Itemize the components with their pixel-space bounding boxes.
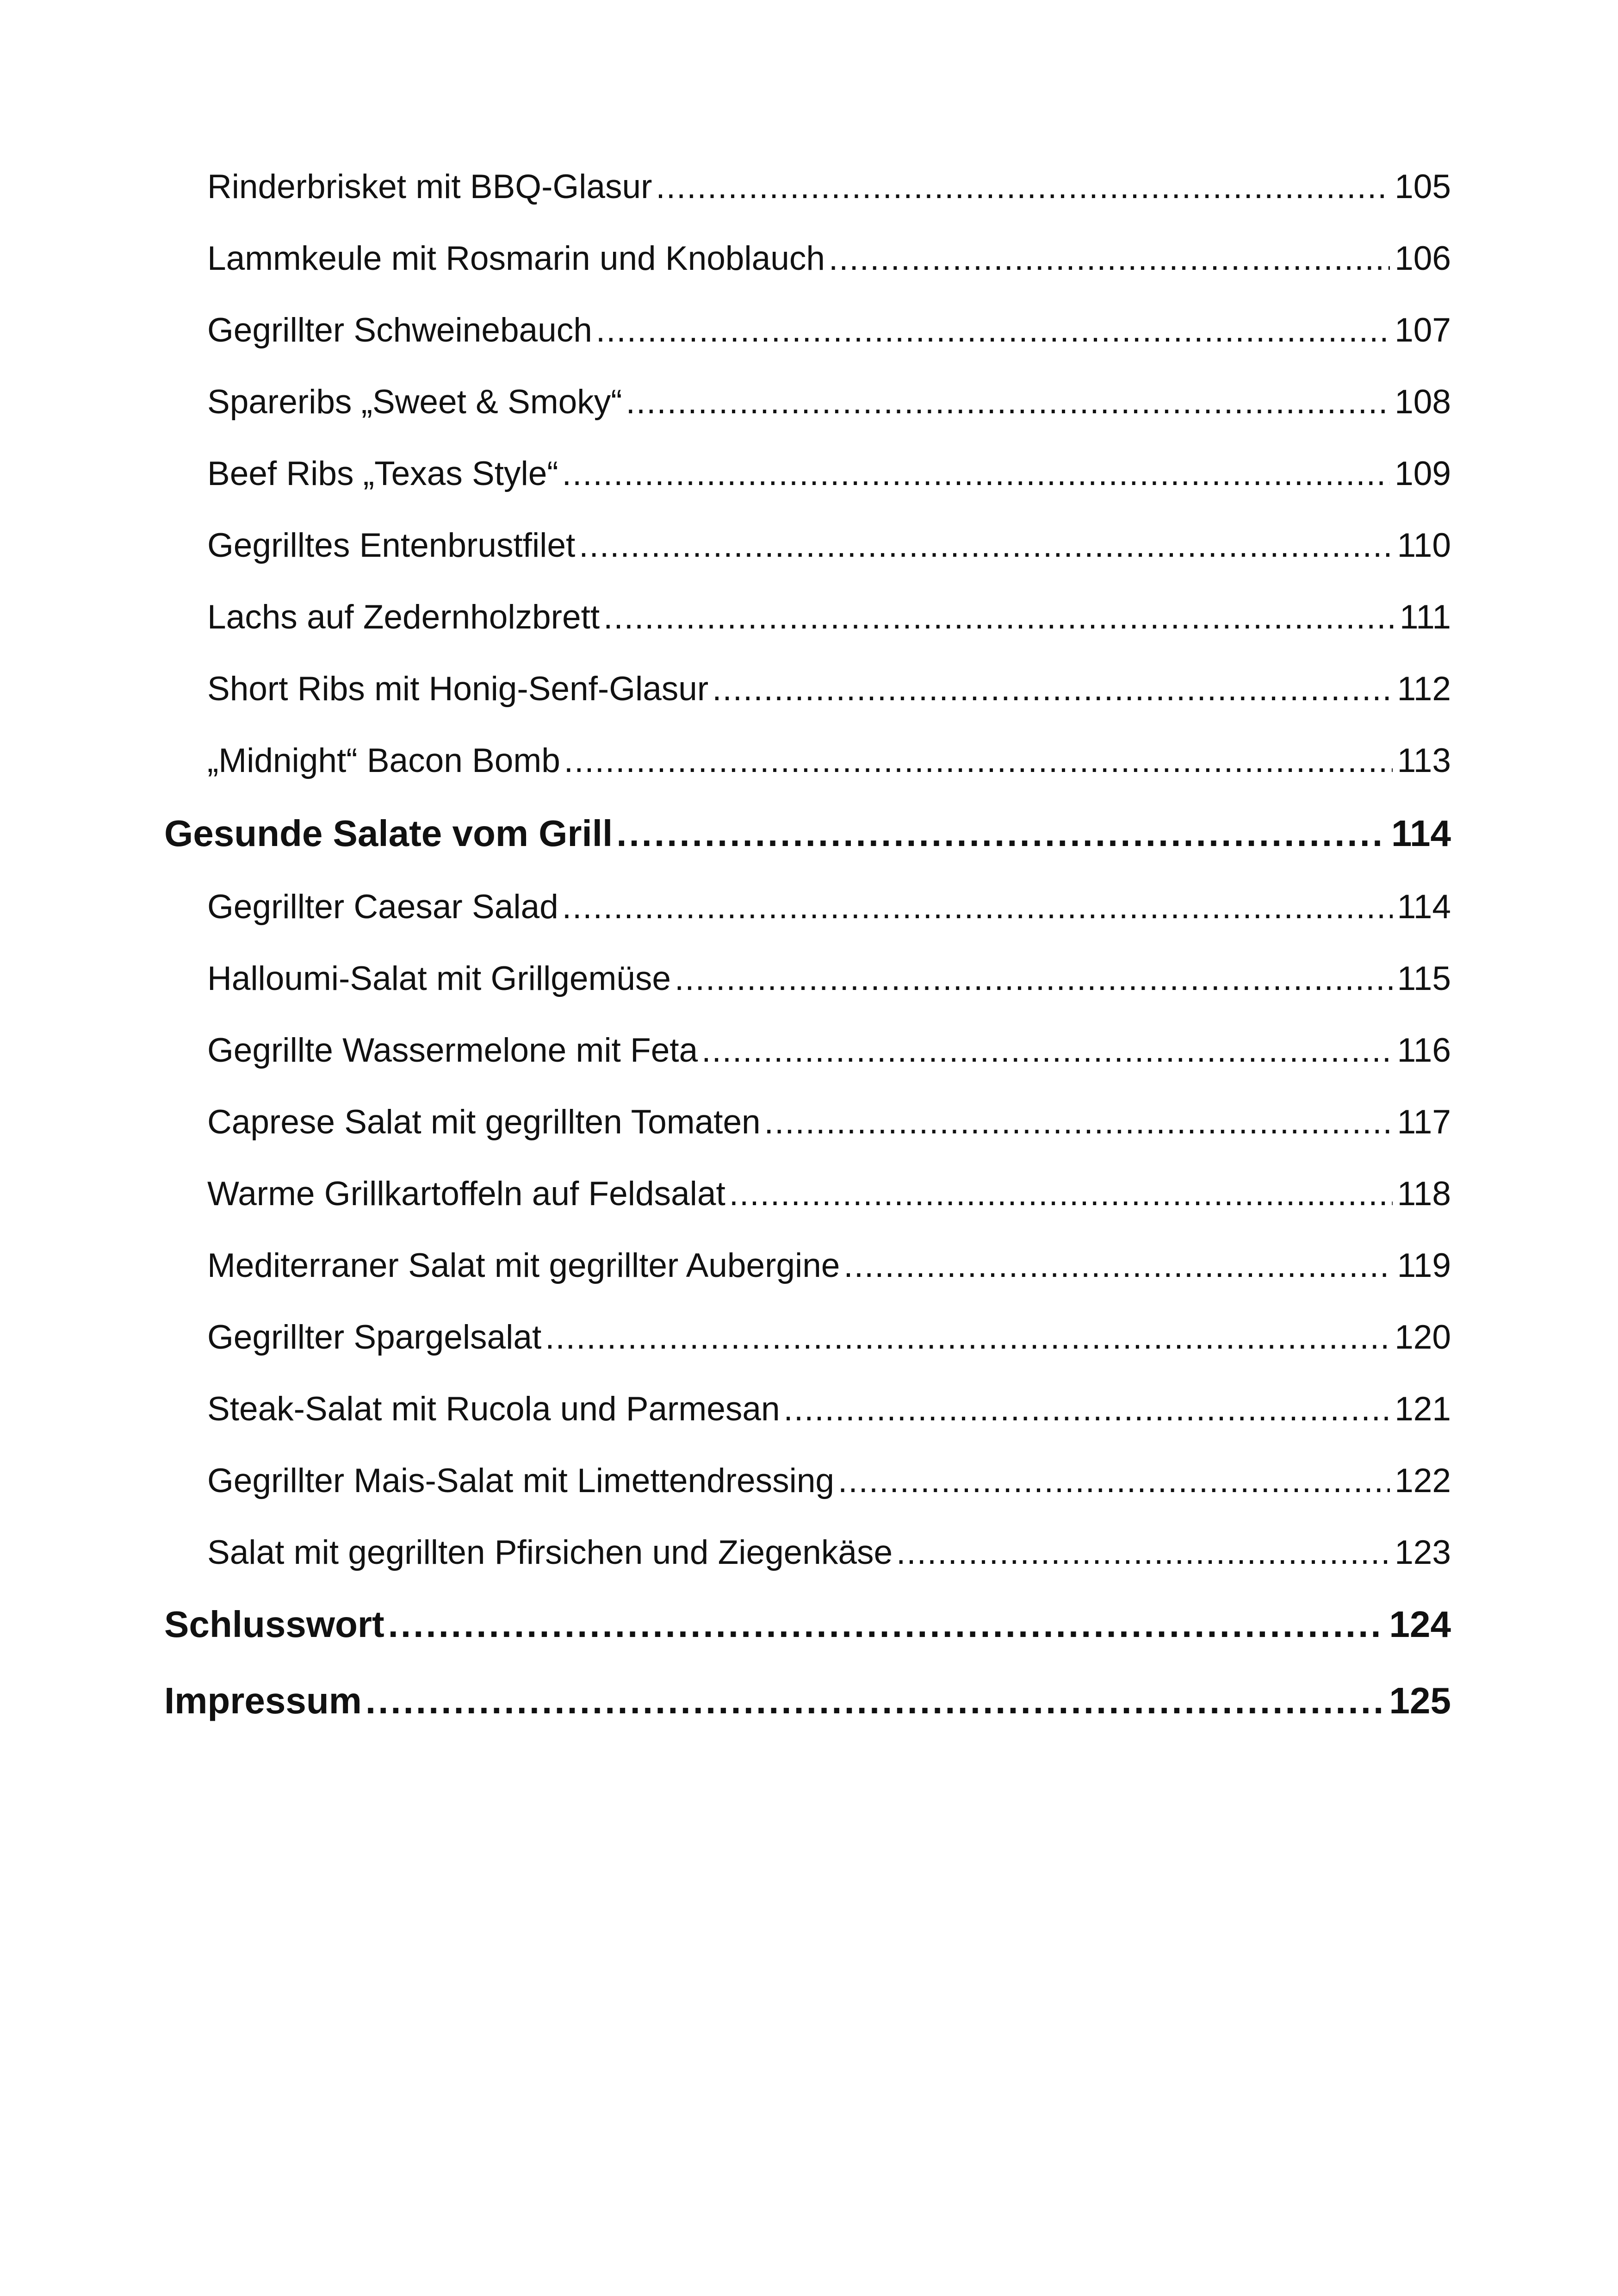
- toc-entry-page: 108: [1395, 383, 1451, 421]
- toc-entry[interactable]: [207, 1246, 1451, 1285]
- toc-entry-title: Rinderbrisket mit BBQ-Glasur: [207, 168, 652, 205]
- toc-entry-title: Short Ribs mit Honig-Senf-Glasur: [207, 670, 709, 708]
- toc-entry[interactable]: [207, 1103, 1451, 1142]
- toc-entry-page: 121: [1395, 1390, 1451, 1428]
- toc-entry[interactable]: [207, 1318, 1451, 1357]
- toc-chapter-page: 125: [1389, 1680, 1451, 1721]
- toc-entry[interactable]: [207, 1031, 1451, 1070]
- toc-dot-leader: [838, 1462, 1390, 1500]
- toc-dot-leader: [764, 1103, 1393, 1142]
- toc-entry[interactable]: [207, 959, 1451, 998]
- toc-entry-title: Steak-Salat mit Rucola und Parmesan: [207, 1390, 780, 1428]
- toc-entry-page: 123: [1395, 1534, 1451, 1571]
- toc-chapter-title: Gesunde Salate vom Grill: [164, 813, 613, 854]
- toc-entry-page: 116: [1397, 1032, 1451, 1069]
- toc-entry-page: 122: [1395, 1462, 1451, 1500]
- toc-dot-leader: [562, 454, 1390, 493]
- toc-dot-leader: [784, 1390, 1390, 1429]
- toc-entry-page: 107: [1395, 311, 1451, 349]
- toc-entry-page: 110: [1397, 527, 1451, 564]
- toc-entry[interactable]: [207, 1390, 1451, 1429]
- toc-dot-leader: [564, 741, 1393, 780]
- toc-entry-title: Lammkeule mit Rosmarin und Knoblauch: [207, 240, 825, 277]
- toc-dot-leader: [843, 1246, 1392, 1285]
- toc-entry[interactable]: [207, 741, 1451, 780]
- toc-entry[interactable]: [207, 526, 1451, 565]
- toc-entry-title: Salat mit gegrillten Pfirsichen und Ziegenkäse: [207, 1534, 893, 1571]
- toc-entry-page: 115: [1397, 960, 1451, 997]
- toc-dot-leader: [701, 1031, 1392, 1070]
- toc-dot-leader: [545, 1318, 1390, 1357]
- toc-dot-leader: [603, 598, 1395, 637]
- toc-entry-title: Gegrillter Caesar Salad: [207, 888, 558, 926]
- toc-dot-leader: [366, 1680, 1385, 1722]
- toc-entry-title: Gegrillte Wassermelone mit Feta: [207, 1032, 698, 1069]
- toc-entry[interactable]: [207, 670, 1451, 709]
- toc-dot-leader: [829, 239, 1390, 278]
- toc-entry-page: 117: [1397, 1103, 1451, 1141]
- toc-entry[interactable]: [207, 454, 1451, 493]
- toc-entry-page: 112: [1397, 670, 1451, 708]
- toc-entry-title: „Midnight“ Bacon Bomb: [207, 742, 560, 779]
- toc-entry[interactable]: [207, 888, 1451, 927]
- toc-entry-page: 114: [1397, 888, 1451, 926]
- toc-entry-title: Lachs auf Zedernholzbrett: [207, 598, 600, 636]
- toc-entry[interactable]: [207, 1175, 1451, 1213]
- toc-entry-page: 111: [1400, 598, 1451, 636]
- toc-entry[interactable]: [207, 1462, 1451, 1500]
- toc-entry-title: Gegrillter Schweinebauch: [207, 311, 592, 349]
- toc-entry-title: Gegrilltes Entenbrustfilet: [207, 527, 576, 564]
- toc-entry-title: Halloumi-Salat mit Grillgemüse: [207, 960, 671, 997]
- toc-entry[interactable]: [207, 1533, 1451, 1572]
- toc-entry[interactable]: [207, 383, 1451, 422]
- toc-dot-leader: [388, 1603, 1385, 1646]
- toc-dot-leader: [712, 670, 1392, 709]
- toc-entry-title: Beef Ribs „Texas Style“: [207, 455, 558, 492]
- toc-dot-leader: [596, 311, 1390, 350]
- toc-dot-leader: [562, 888, 1393, 927]
- toc-entry-title: Warme Grillkartoffeln auf Feldsalat: [207, 1175, 725, 1213]
- toc-chapter-entry[interactable]: [164, 1603, 1451, 1646]
- toc-entry-title: Spareribs „Sweet & Smoky“: [207, 383, 622, 421]
- toc-entry[interactable]: [207, 311, 1451, 350]
- toc-entry[interactable]: [207, 239, 1451, 278]
- toc-dot-leader: [675, 959, 1393, 998]
- toc-entry-page: 105: [1395, 168, 1451, 205]
- toc-entry-title: Gegrillter Mais-Salat mit Limettendressing: [207, 1462, 835, 1500]
- toc-dot-leader: [579, 526, 1392, 565]
- toc-chapter-title: Schlusswort: [164, 1604, 384, 1645]
- toc-chapter-entry[interactable]: [164, 1680, 1451, 1722]
- toc-entry-title: Gegrillter Spargelsalat: [207, 1319, 542, 1356]
- toc-entry[interactable]: [207, 168, 1451, 206]
- toc-entry-title: Caprese Salat mit gegrillten Tomaten: [207, 1103, 761, 1141]
- toc-entry-page: 119: [1397, 1247, 1451, 1284]
- toc-dot-leader: [616, 812, 1387, 855]
- toc-entry-page: 113: [1397, 742, 1451, 779]
- toc-entry[interactable]: [207, 598, 1451, 637]
- toc-entry-page: 120: [1395, 1319, 1451, 1356]
- toc-entry-page: 109: [1395, 455, 1451, 492]
- toc-dot-leader: [626, 383, 1390, 422]
- toc-dot-leader: [896, 1533, 1390, 1572]
- toc-entry-title: Mediterraner Salat mit gegrillter Aubergine: [207, 1247, 840, 1284]
- toc-chapter-page: 124: [1389, 1604, 1451, 1645]
- toc-chapter-title: Impressum: [164, 1680, 362, 1721]
- toc-entry-page: 106: [1395, 240, 1451, 277]
- toc-chapter-entry[interactable]: [164, 812, 1451, 855]
- toc-dot-leader: [729, 1175, 1393, 1213]
- toc-chapter-page: 114: [1391, 813, 1451, 854]
- toc-entry-page: 118: [1397, 1175, 1451, 1213]
- toc-dot-leader: [656, 168, 1390, 206]
